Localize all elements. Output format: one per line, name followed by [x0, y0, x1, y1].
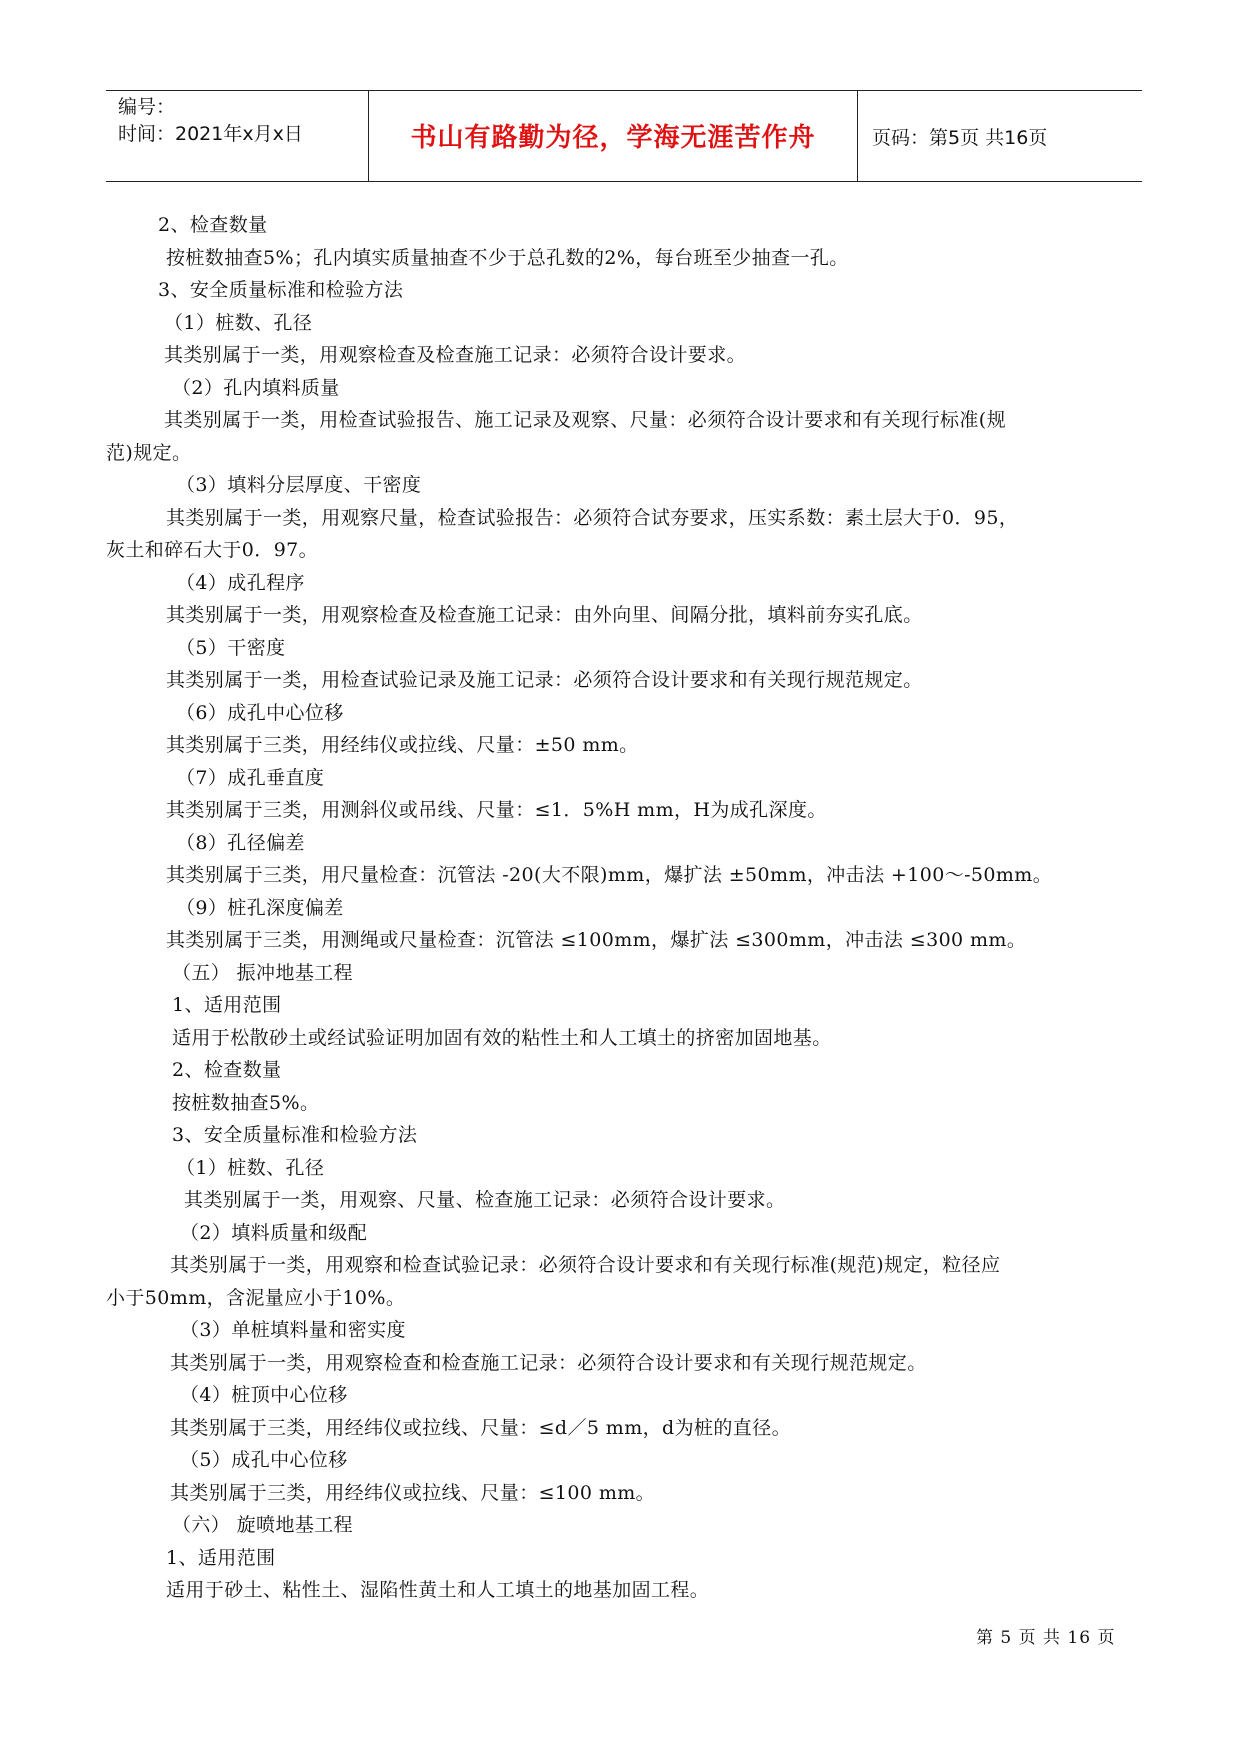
- body-line: 灰土和碎石大于0．97。: [106, 539, 319, 561]
- body-line: 其类别属于一类，用检查试验记录及施工记录：必须符合设计要求和有关现行规范规定。: [166, 669, 923, 691]
- body-line: 其类别属于三类，用测斜仪或吊线、尺量：≤1．5%H mm，H为成孔深度。: [166, 799, 827, 821]
- body-line: （4）桩顶中心位移: [180, 1384, 348, 1406]
- body-line: （1）桩数、孔径: [164, 312, 313, 334]
- body-line: （六） 旋喷地基工程: [172, 1514, 354, 1536]
- body-line: 按桩数抽查5%。: [172, 1092, 320, 1114]
- body-line: 适用于砂土、粘性土、湿陷性黄土和人工填土的地基加固工程。: [166, 1579, 710, 1601]
- body-line: 其类别属于一类，用观察检查及检查施工记录：必须符合设计要求。: [164, 344, 747, 366]
- body-line: （8）孔径偏差: [176, 832, 305, 854]
- body-line: 其类别属于三类，用尺量检查：沉管法 -20(大不限)mm，爆扩法 ±50mm，冲击法 +100～-50mm。: [166, 864, 1053, 886]
- body-line: 其类别属于一类，用观察、尺量、检查施工记录：必须符合设计要求。: [184, 1189, 786, 1211]
- body-line: 其类别属于一类，用观察尺量，检查试验报告：必须符合试夯要求，压实系数：素土层大于0．95，: [166, 507, 1019, 529]
- body-line: 其类别属于一类，用观察和检查试验记录：必须符合设计要求和有关现行标准(规范)规定，粒径应: [170, 1254, 1001, 1276]
- body-line: 范)规定。: [106, 442, 192, 464]
- body-line: 1、适用范围: [166, 1547, 276, 1569]
- body-line: 2、检查数量: [172, 1059, 282, 1081]
- body-line: （3）填料分层厚度、干密度: [176, 474, 422, 496]
- body-line: 其类别属于三类，用经纬仪或拉线、尺量：≤100 mm。: [170, 1482, 656, 1504]
- body-line: 小于50mm，含泥量应小于10%。: [106, 1287, 406, 1309]
- header-meta-cell: [106, 91, 369, 181]
- header-time-label: 时间：2021年x月x日: [118, 123, 303, 145]
- body-line: （7）成孔垂直度: [176, 767, 325, 789]
- body-line: （五） 振冲地基工程: [172, 962, 354, 984]
- page-footer: 第 5 页 共 16 页: [976, 1628, 1116, 1648]
- body-line: （5）干密度: [176, 637, 286, 659]
- body-line: 2、检查数量: [158, 214, 268, 236]
- body-line: （1）桩数、孔径: [176, 1157, 325, 1179]
- body-line: （2）填料质量和级配: [180, 1222, 368, 1244]
- header-number-label: 编号：: [118, 96, 176, 118]
- body-line: （4）成孔程序: [176, 572, 305, 594]
- body-line: （2）孔内填料质量: [172, 377, 340, 399]
- body-line: 其类别属于一类，用观察检查和检查施工记录：必须符合设计要求和有关现行规范规定。: [170, 1352, 927, 1374]
- body-line: （5）成孔中心位移: [180, 1449, 348, 1471]
- body-line: 按桩数抽查5%；孔内填实质量抽查不少于总孔数的2%，每台班至少抽查一孔。: [166, 247, 849, 269]
- body-line: 3、安全质量标准和检验方法: [172, 1124, 418, 1146]
- body-line: 其类别属于三类，用测绳或尺量检查：沉管法 ≤100mm，爆扩法 ≤300mm，冲击法 ≤300 mm。: [166, 929, 1027, 951]
- header-page-info: 页码：第5页 共16页: [872, 126, 1048, 149]
- body-line: 适用于松散砂土或经试验证明加固有效的粘性土和人工填土的挤密加固地基。: [172, 1027, 832, 1049]
- body-line: （3）单桩填料量和密实度: [180, 1319, 406, 1341]
- body-line: 其类别属于一类，用检查试验报告、施工记录及观察、尺量：必须符合设计要求和有关现行标准(规: [164, 409, 1007, 431]
- body-line: 其类别属于一类，用观察检查及检查施工记录：由外向里、间隔分批，填料前夯实孔底。: [166, 604, 923, 626]
- body-line: 1、适用范围: [172, 994, 282, 1016]
- body-line: （9）桩孔深度偏差: [176, 897, 344, 919]
- body-line: 其类别属于三类，用经纬仪或拉线、尺量：±50 mm。: [166, 734, 639, 756]
- document-header: [106, 90, 1142, 182]
- body-line: 其类别属于三类，用经纬仪或拉线、尺量：≤d／5 mm，d为桩的直径。: [170, 1417, 792, 1439]
- body-line: （6）成孔中心位移: [176, 702, 344, 724]
- header-motto: 书山有路勤为径，学海无涯苦作舟: [369, 91, 858, 181]
- body-line: 3、安全质量标准和检验方法: [158, 279, 404, 301]
